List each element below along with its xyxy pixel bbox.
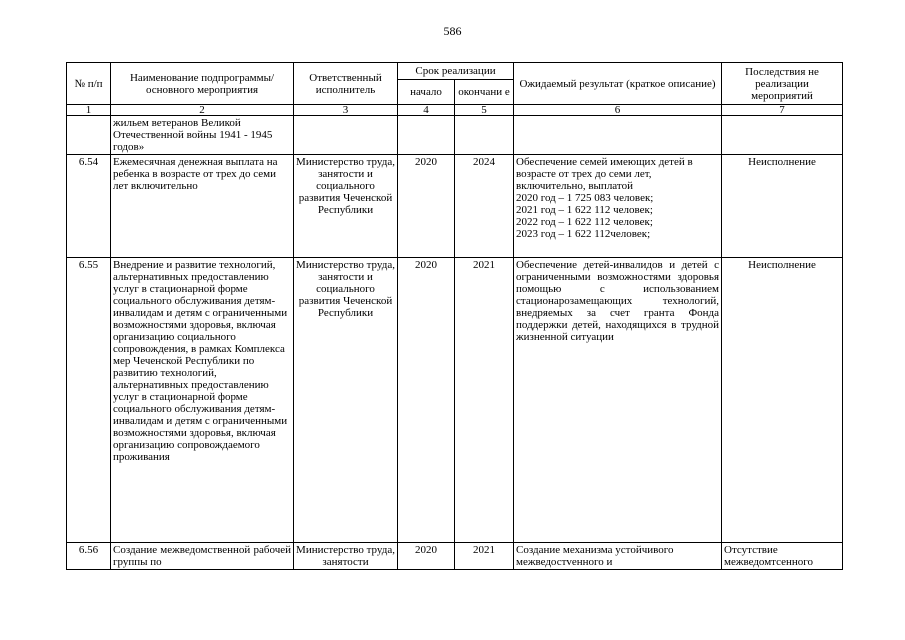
row-num <box>67 116 111 155</box>
table-row <box>67 258 843 543</box>
col-end-header: окончани е <box>455 80 514 105</box>
row-end: 2021 <box>455 543 514 570</box>
row-start <box>398 116 455 155</box>
table-row <box>67 155 843 258</box>
row-consequence: Неисполнение <box>722 155 843 258</box>
row-result: Создание механизма устойчивого межведостvенного и <box>514 543 722 570</box>
row-resp <box>294 116 398 155</box>
col-name-header: Наименование подпрограммы/ основного мероприятия <box>111 63 294 105</box>
col-period-header: Срок реализации <box>398 63 514 80</box>
col-number: 1 <box>67 105 111 116</box>
row-end: 2021 <box>455 258 514 543</box>
row-name: Ежемесячная денежная выплата на ребенка в возрасте от трех до семи лет включительно <box>111 155 294 258</box>
row-name: Внедрение и развитие технологий, альтернативных предоставлению услуг в стационарной форме социального обслуживания детям-инвалидам и детям с ограниченными возможностями здоровья, включая организацию социального сопровождения, в рамках Комплекса мер Чеченской Республики по развитию технологий, альтернативных предоставлению услуг в стационарной форме социального обслуживания детям-инвалидам и детям с ограниченными возможностями здоровья, включая организацию сопровождаемого проживания <box>111 258 294 543</box>
column-numbers-row <box>67 105 843 116</box>
col-number: 4 <box>398 105 455 116</box>
col-num-header: № п/п <box>67 63 111 105</box>
row-resp: Министерство труда, занятости и социального развития Чеченской Республики <box>294 155 398 258</box>
col-resp-header: Ответственный исполнитель <box>294 63 398 105</box>
col-number: 7 <box>722 105 843 116</box>
row-start: 2020 <box>398 155 455 258</box>
row-num: 6.54 <box>67 155 111 258</box>
row-name: Создание межведомственной рабочей группы по <box>111 543 294 570</box>
col-result-header: Ожидаемый результат (краткое описание) <box>514 63 722 105</box>
table-row <box>67 116 843 155</box>
row-resp: Министерство труда, занятости и социального развития Чеченской Республики <box>294 258 398 543</box>
col-start-header: начало <box>398 80 455 105</box>
page-number: 586 <box>443 24 462 38</box>
row-result: Обеспечение детей-инвалидов и детей с ограниченными возможностями здоровья помощью с использованием стационарозамещающих технологий, внедряемых за счет гранта Фонда поддержки детей, находящихся в трудной жизненной ситуации <box>514 258 722 543</box>
row-end <box>455 116 514 155</box>
col-number: 2 <box>111 105 294 116</box>
row-consequence: Отсутствие межведомтсенного <box>722 543 843 570</box>
row-num: 6.56 <box>67 543 111 570</box>
row-consequence <box>722 116 843 155</box>
row-num: 6.55 <box>67 258 111 543</box>
row-resp: Министерство труда, занятости <box>294 543 398 570</box>
col-consequence-header: Последствия не реализации мероприятий <box>722 63 843 105</box>
row-start: 2020 <box>398 543 455 570</box>
row-start: 2020 <box>398 258 455 543</box>
row-result: Обеспечение семей имеющих детей в возрасте от трех до семи лет, включительно, выплатой 2020 год – 1 725 083 человек; 2021 год – 1 622 112 человек; 2022 год – 1 622 112 человек; 2023 год – 1 622 112человек; <box>514 155 722 258</box>
col-number: 6 <box>514 105 722 116</box>
col-number: 3 <box>294 105 398 116</box>
row-result <box>514 116 722 155</box>
row-consequence: Неисполнение <box>722 258 843 543</box>
col-number: 5 <box>455 105 514 116</box>
header-row <box>67 63 843 80</box>
program-table <box>66 62 843 570</box>
row-name: жильем ветеранов Великой Отечественной войны 1941 - 1945 годов» <box>111 116 294 155</box>
row-end: 2024 <box>455 155 514 258</box>
table-row <box>67 543 843 570</box>
